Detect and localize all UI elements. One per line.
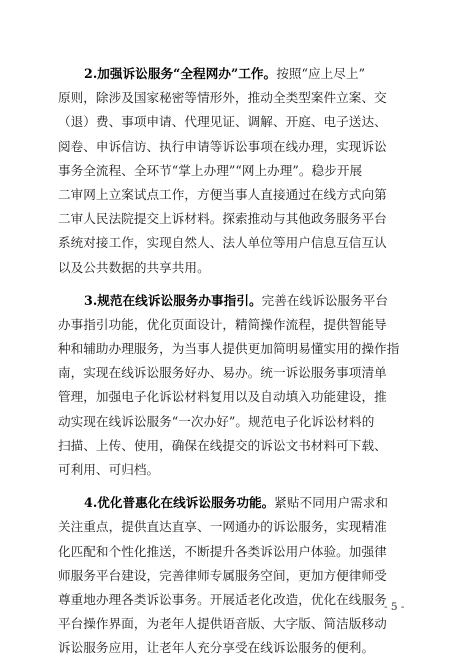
paragraph-line: 管理，加强电子化诉讼材料复用以及自动填入功能建设，推 — [58, 389, 387, 405]
paragraph-line: 系统对接工作，实现自然人、法人单位等用户信息互信互认 — [58, 235, 387, 251]
paragraph-line: 动实现在线诉讼服务“一次办好”。规范电子化诉讼材料的 — [58, 413, 375, 429]
paragraph-line: （退）费、事项申请、代理见证、调解、开庭、电子送达、 — [58, 114, 387, 130]
paragraph-line: 种和辅助办理服务，为当事人提供更加简明易懂实用的操作指 — [58, 341, 400, 357]
paragraph-line: 原则，除涉及国家秘密等情形外，推动全类型案件立案、交 — [58, 90, 387, 106]
document-body — [58, 62, 408, 670]
paragraph-3 — [58, 289, 408, 483]
paragraph-line: 阅卷、申诉信访、执行申请等诉讼事项在线办理，实现诉讼 — [58, 138, 387, 154]
paragraph-heading: 3.规范在线诉讼服务办事指引。 — [84, 292, 262, 308]
paragraph-line: 可利用、可归档。 — [58, 462, 160, 477]
paragraph-heading: 4.优化普惠化在线诉讼服务功能。 — [84, 495, 275, 511]
paragraph-line: 二审人民法院提交上诉材料。探索推动与其他政务服务平台 — [58, 211, 387, 227]
paragraph-line: 扫描、上传、使用，确保在线提交的诉讼文书材料可下载、 — [58, 437, 387, 453]
paragraph-line: 关注重点，提供直达直享、一网通办的诉讼服务，实现精准 — [58, 519, 387, 535]
paragraph-line: 平台操作界面，为老年人提供语音版、大字版、简洁版移动 — [58, 616, 387, 632]
paragraph-2 — [58, 62, 408, 280]
paragraph-line: 尊重地办理各类诉讼事务。开展适老化改造，优化在线服务 — [58, 591, 387, 607]
paragraph-first-line — [58, 491, 408, 515]
paragraph-line: 办事指引功能，优化页面设计，精简操作流程，提供智能导 — [58, 316, 387, 332]
paragraph-first-line — [58, 289, 408, 313]
page-number: - 5 - — [384, 601, 405, 613]
paragraph-line: 师服务平台建设，完善律师专属服务空间，更加方便律师受 — [58, 567, 387, 583]
paragraph-line: 化匹配和个性化推送，不断提升各类诉讼用户体验。加强律 — [58, 543, 387, 559]
paragraph-first-line — [58, 62, 408, 86]
paragraph-text: 紧贴不同用户需求和 — [274, 495, 389, 511]
paragraph-line: 南，实现在线诉讼服务好办、易办。统一诉讼服务事项清单 — [58, 365, 387, 381]
paragraph-line: 诉讼服务应用，让老年人充分享受在线诉讼服务的便利。 — [58, 640, 375, 656]
paragraph-line: 事务全流程、全环节“掌上办理”“网上办理”。稳步开展 — [58, 162, 363, 178]
paragraph-heading: 2.加强诉讼服务“全程网办”工作。 — [84, 66, 277, 81]
paragraph-line: 以及公共数据的共享共用。 — [58, 259, 210, 275]
paragraph-line: 二审网上立案试点工作，方便当事人直接通过在线方式向第 — [58, 186, 387, 202]
paragraph-text: 按照“应上尽上” — [276, 66, 366, 81]
paragraph-text: 完善在线诉讼服务平台 — [261, 292, 389, 308]
paragraph-4 — [58, 491, 408, 660]
